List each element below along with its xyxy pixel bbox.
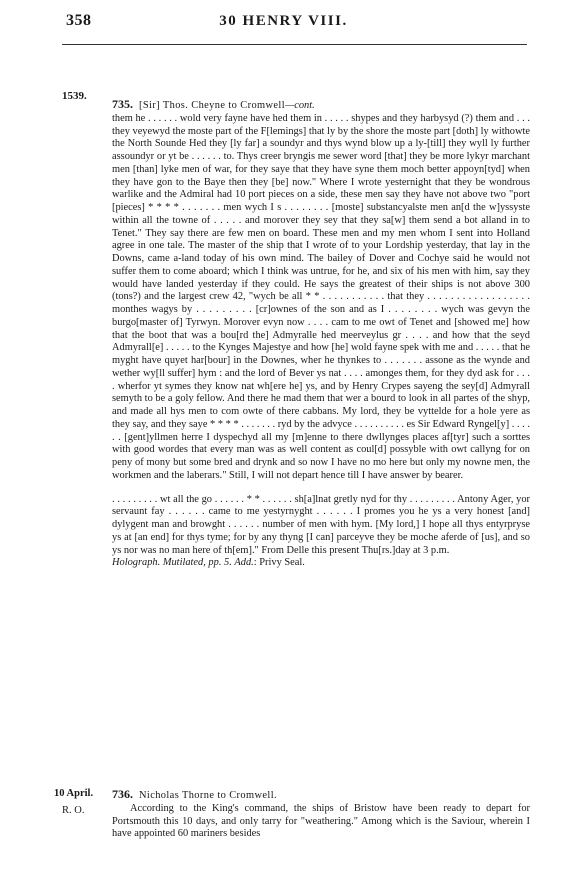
running-head: 30 HENRY VIII. <box>219 13 348 29</box>
add-label: Add. <box>234 557 254 569</box>
entry-736-title: Nicholas Thorne to Cromwell. <box>139 790 277 801</box>
header-rule <box>62 44 527 45</box>
entry-735-paragraph-2: . . . . . . . . . wt all the go . . . . . . * * . . . . . . sh[a]lnat gretly nyd for thy . . . . . . . . . Antony Ager, yor servaunt fay . . . . . . came to me yestyrnyght . . . . . . I promes you he ys a very honest [and] dylygent man and browght . . . . . . number of men with hym. [My lord,] I hope all thys entyrpryse ys at [an end] for thys tyme; for by any thyng [I can] parceyve they be moche aferde of [us], and so ys nor was no man here of th[em]." From Delle this present Thu[rs.]day at 3 p.m. <box>112 493 530 556</box>
mutilated-note: Mutilated, pp. 5. <box>162 557 232 569</box>
entry-735-heading <box>112 98 530 113</box>
entry-735-number: 735. <box>112 97 133 111</box>
margin-date-736: 10 April. <box>54 788 94 799</box>
holograph-label: Holograph. <box>112 557 161 569</box>
entry-735-cont: —cont. <box>285 100 315 111</box>
section-gap <box>112 483 530 494</box>
margin-year: 1539. <box>62 90 87 102</box>
entry-735-title: [Sir] Thos. Cheyne to Cromwell <box>139 100 286 111</box>
entry-736-paragraph: According to the King's command, the ships of Bristow have been ready to depart for Portsmouth this 10 days, and only tarry for "weathering." Among which is the Saviour, wherein I have appointed 60 mariners besides <box>112 802 530 840</box>
entry-736-number: 736. <box>112 787 133 801</box>
page-header <box>0 12 567 38</box>
page-number: 358 <box>66 12 92 29</box>
entry-735-paragraph-1: them he . . . . . . wold very fayne have hed them in . . . . . shypes and they harbysyd (?) them and . . . they veyewyd the moste part of the F[lemings] that ly by the shore the moste part [doth] ly withowte the North Sounde Hed they [ly far] a soundyr and thys wynd blow up a ly-[till] they wyll ly further assoundyr or yt be . . . . . . to. Thys creer bryngis me sewer word [that] they be more lykyr marchant men [than] lyke men of war, for they saye that they have syne them moch better appoyn[tyd] when they have gon to the Baye then they [be] now." Where I wrote yesternight that they be wondrous warlike and the Admiral had 10 port pieces on a side, these men say they have not above two "port [pieces] * * * * . . . . . . . men wych I s . . . . . . . . [moste] substancyalste men an[d the w]yssyste within all the towne of . . . . . and morover they sey that they sa[w] them send a bot alland in to Tenet." They say there are few men on board. These men and my men whom I sent into Holland agree in one tale. The master of the ship that I wrote of to your Lordship yesterday, that lay in the Downs, came a-land today of his own mind. The bailey of Dover and Cochye said he would not suffer them to come aboard; which I think was untrue, for he, and six of his men with him, say they would have landed yesterday if they could. He says the greatest of their ships is not above 300 (tons?) and the largest crew 42, "wych be all * * . . . . . . . . . . . that they . . . . . . . . . . . . . . . . . . monthes wagys by . . . . . . . . . [cr]ownes of the son and as I . . . . . . . . wych was gevyn the burgo[master of] Tyrwyn. Morover evyn now . . . . cam to me owt of Tenet and [showed me] how that the boot that was a bou[rd the] Admyralle hed meerveylus gr . . . . and how that the seyd Admyrall[e] . . . . . to the Kynges Majestye and how [he] wold fayne spek with me and . . . . . that he myght have quyet har[bour] in the Downes, wher he thynkes to . . . . . . . assone as the wynde and wether wy[ll suffer] hym : and the lord of Bever ys nat . . . . amonges them, for they dyd ask for . . . . wherfor yt symes they know nat wh[ere he] ys, and by Henry Crypes sayeng the sey[d] Admyrall semyth to be a goly fellow. And there he mad them that wer a bourd to look in all partes of the shyp, and made all hys men to com owte of there cabbans. My lord, they be vyttelde for a hole yere as they say, and they saye * * * * . . . . . . . ryd by the advyce . . . . . . . . . . es Sir Edward Ryngel[y] . . . . . . [gent]yllmen herre I dyspechyd all my [m]enne to there dwllynges places af[tyr] such a sorttes with good wordes that every man was as well content as coul[d] possyble with owt callyng for on peny of mony but some bred and drynk and so now I have no mo here but only my nowne men, the workmen and the laberars." Still, I will not depart hence till I have answer by bearer. <box>112 112 530 481</box>
add-text: : Privy Seal. <box>253 557 305 569</box>
entry-736 <box>112 788 530 841</box>
margin-ref-736: R. O. <box>62 805 85 816</box>
entry-736-heading <box>112 788 530 803</box>
entry-735 <box>112 98 530 570</box>
entry-735-footnote <box>112 557 530 570</box>
